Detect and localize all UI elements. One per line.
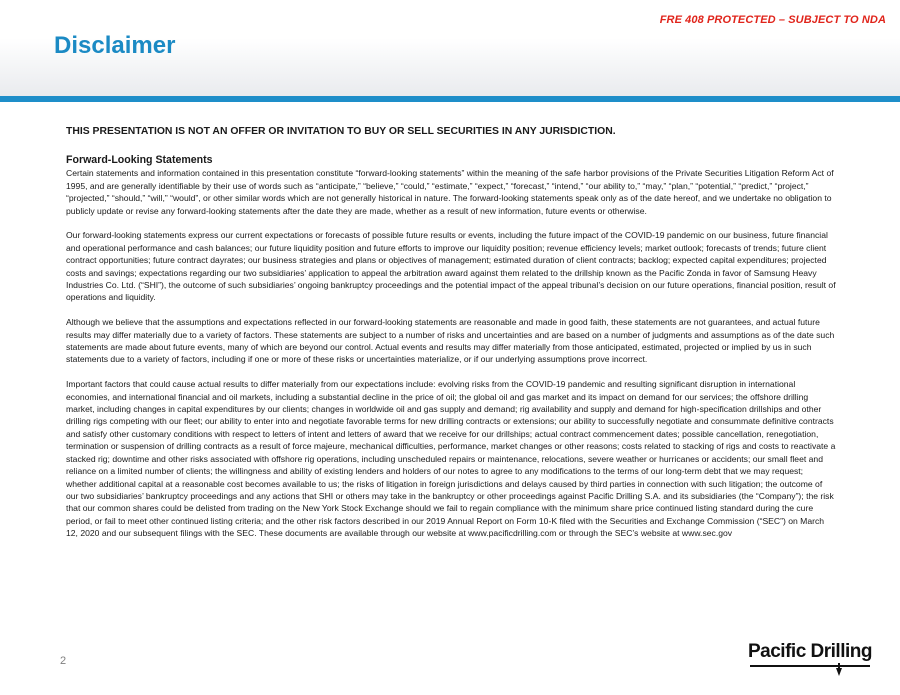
logo-underline bbox=[750, 665, 870, 667]
protected-label: FRE 408 PROTECTED – SUBJECT TO NDA bbox=[659, 14, 886, 26]
drill-bit-icon bbox=[835, 663, 843, 677]
logo-wordmark: Pacific Drilling bbox=[748, 641, 872, 662]
paragraph: Our forward-looking statements express our current expectations or forecasts of possible future results or events, including the future impact of the COVID-19 pandemic on our business, future financial and operational performance and cash balances; our future liquidity position and future efforts to improve our liquidity position; revenue efficiency levels; market outlook; forecasts of trends; future client contract opportunities; future contract dayrates; our business strategies and plans or objectives of management; estimated duration of client contracts; backlog; expected capital expenditures; projected costs and savings; expectations regarding our two subsidiaries’ application to appeal the arbitration award against them related to the drillship known as the Pacific Zonda in favor of Samsung Heavy Industries Co. Ltd. (“SHI”), the outcome of such subsidiaries’ ongoing bankruptcy proceedings and the potential impact of the appeal tribunal’s decision on our future operations, financial position, result of operations and liquidity. bbox=[66, 230, 836, 303]
offer-headline: THIS PRESENTATION IS NOT AN OFFER OR INVITATION TO BUY OR SELL SECURITIES IN ANY JURISDICTION. bbox=[66, 126, 616, 137]
page-title: Disclaimer bbox=[54, 32, 176, 59]
section-title: Forward-Looking Statements bbox=[66, 154, 213, 167]
paragraph: Although we believe that the assumptions and expectations reflected in our forward-looking statements are reasonable and made in good faith, these statements are not guarantees, and actual future results may differ materially due to a variety of factors. These statements are subject to a number of risks and uncertainties and are based on a number of judgments and assumptions as of the date such statements are made about future events, many of which are beyond our control. Actual events and results may differ materially from those anticipated, estimated, projected or implied by us in such statements due to a variety of factors, including if one or more of these risks or uncertainties materialize, or if our underlying assumptions prove incorrect. bbox=[66, 317, 835, 365]
company-logo bbox=[748, 641, 874, 679]
page-number: 2 bbox=[60, 655, 67, 667]
paragraph: Certain statements and information contained in this presentation constitute “forward-looking statements” within the meaning of the safe harbor provisions of the Private Securities Litigation Reform Act of 1995, and are generally identifiable by their use of words such as “anticipate,” “believe,” “could,” “estimate,” “expect,” “forecast,” “intend,” “our ability to,” “may,” “plan,” “potential,” “predict,” “project,” “projected,” “should,” “will,” “would”, or other similar words which are not generally historical in nature. The forward-looking statements speak only as of the date hereof, and we undertake no obligation to publicly update or revise any forward-looking statements after the date they are made, whether as a result of new information, future events or otherwise. bbox=[66, 168, 834, 216]
header-accent-rule bbox=[0, 96, 900, 102]
paragraph: Important factors that could cause actual results to differ materially from our expectations include: evolving risks from the COVID-19 pandemic and resulting significant disruption in international economies, and international financial and oil markets, including a substantial decline in the price of oil; the global oil and gas market and its impact on demand for our services; the offshore drilling market, including changes in capital expenditures by our clients; changes in worldwide oil and gas supply and demand; rig availability and supply and demand for high-specification drillships and other drilling rigs competing with our fleet; our ability to enter into and negotiate favorable terms for new drilling contracts or extensions; our ability to successfully negotiate and consummate definitive contracts and satisfy other customary conditions with respect to letters of intent and letters of award that we receive for our drillships; actual contract commencement dates; possible cancellation, renegotiation, termination or suspension of drilling contracts as a result of force majeure, mechanical difficulties, performance, market changes or other reasons; costs related to stacking of rigs and costs to reactivate a stacked rig; downtime and other risks associated with offshore rig operations, including unscheduled repairs or maintenance, relocations, severe weather or hurricanes or accidents; our small fleet and reliance on a limited number of clients; the willingness and ability of existing lenders and holders of our notes to agree to any modifications to the terms of our long-term debt that we may request; whether additional capital at a reasonable cost becomes available to us; the risks of litigation in foreign jurisdictions and delays caused by third parties in connection with such litigation; the outcome of our two subsidiaries’ bankruptcy proceedings and any actions that SHI or others may take in the bankruptcy or other proceedings against Pacific Drilling S.A. and its subsidiaries (the “Company”); the risk that our common shares could be delisted from trading on the New York Stock Exchange should we fail to regain compliance with the minimum share price continued listing standard during the cure period, or fail to meet other continued listing criteria; and the other risk factors described in our 2019 Annual Report on Form 10-K filed with the Securities and Exchange Commission (“SEC”) on March 12, 2020 and our subsequent filings with the SEC. These documents are available through our website at www.pacificdrilling.com or through the SEC’s website at www.sec.gov bbox=[66, 379, 836, 539]
disclaimer-body bbox=[66, 126, 836, 552]
